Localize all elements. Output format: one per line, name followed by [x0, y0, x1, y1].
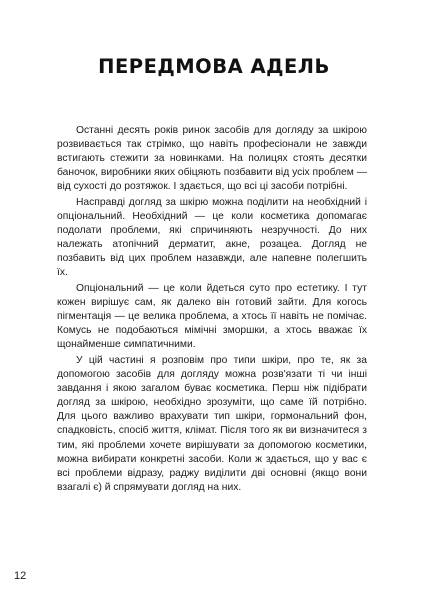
page-number: 12 [14, 570, 27, 582]
paragraph-2: Насправді догляд за шкірю можна поділити на необхідний і опціональний. Необхідний — це коли косметика допомагає подолати проблеми, які спричиняють незручності. До них належать атопічний дерматит, акне, розацеа. Догляд не позбавить від цих проблем назавжди, але напевне полегшить їх. [57, 196, 367, 279]
chapter-body [57, 124, 367, 496]
chapter-title: ПЕРЕДМОВА АДЕЛЬ [98, 55, 330, 78]
paragraph-4: У цій частині я розповім про типи шкіри, про те, як за допомогою засобів для догляду можна розв'язати ті чи інші завдання і якою загалом буває косметика. Перш ніж підібрати догляд за шкірою, необхідно зрозуміти, що саме їй потрібно. Для цього важливо врахувати тип шкіри, гормональний фон, спадковість, спосіб життя, клімат. Після того як ви визначитеся з тим, які проблеми хочете вирішувати за допомогою косметики, можна вибирати конкретні засоби. Коли ж здається, що у вас є всі проблеми відразу, раджу виділити дві основні (якщо вони взагалі є) й спрямувати догляд на них. [57, 355, 367, 493]
paragraph-3: Опціональний — це коли йдеться суто про естетику. І тут кожен вирішує сам, як далеко він готовий зайти. Для когось пігментація — це велика проблема, а хтось її навіть не помічає. Комусь не подобаються мімічні зморшки, а хтось вважає їх щонайменше симпатичними. [57, 283, 367, 351]
paragraph-1: Останні десять років ринок засобів для догляду за шкірою розвивається так стрімко, що навіть професіонали не завжди встигають стежити за новинками. На полицях стоять десятки баночок, виробники яких обіцяють позбавити від усіх проблем — від сухості до розтяжок. І здається, що всі ці засоби потрібні. [57, 125, 367, 193]
